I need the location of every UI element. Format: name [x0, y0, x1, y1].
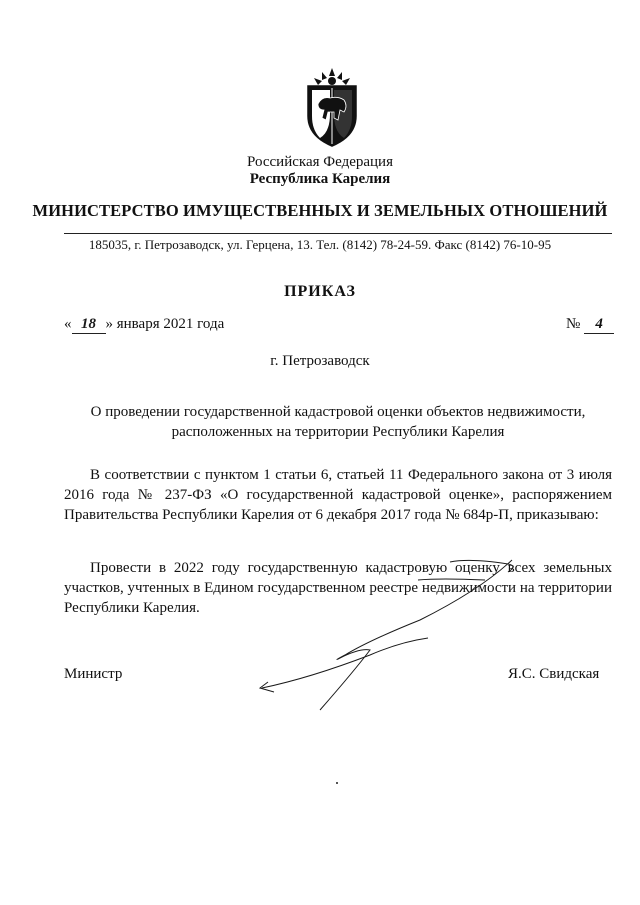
ministry-name: МИНИСТЕРСТВО ИМУЩЕСТВЕННЫХ И ЗЕМЕЛЬНЫХ ОТНОШЕНИЙ [32, 201, 608, 220]
order-date [64, 316, 224, 334]
signer-title: Министр [64, 666, 123, 682]
country-name: Российская Федерация [247, 154, 393, 170]
scan-speck [336, 782, 338, 784]
republic-name: Республика Карелия [249, 171, 391, 187]
handwritten-day: 18 [72, 316, 106, 334]
number-label: № [566, 316, 581, 332]
order-subject: О проведении государственной кадастровой оценки объектов недвижимости, расположенных на территории Республики Карелия [90, 404, 586, 440]
order-paragraph: Провести в 2022 году государственную кадастровую оценку всех земельных участков, учтенных в Едином государственном реестре недвижимости на территории Республики Карелия. [64, 560, 612, 616]
date-month-year: » января 2021 года [105, 316, 225, 332]
karelia-coat-of-arms-icon [300, 66, 364, 148]
ministry-address: 185035, г. Петрозаводск, ул. Герцена, 13. Тел. (8142) 78-24-59. Факс (8142) 76-10-95 [88, 237, 552, 252]
document-title: ПРИКАЗ [284, 283, 356, 300]
handwritten-number: 4 [584, 316, 614, 334]
preamble-paragraph: В соответствии с пунктом 1 статьи 6, статьей 11 Федерального закона от 3 июля 2016 года № 237-ФЗ «О государственной кадастровой оценке», распоряжением Правительства Республики Карелия от 6 декабря 2017 года № 684р-П, приказываю: [64, 467, 612, 523]
header-divider [64, 233, 612, 234]
handwritten-signature [250, 520, 550, 720]
issue-city: г. Петрозаводск [270, 353, 370, 369]
signer-name: Я.С. Свидская [508, 666, 600, 682]
order-number [566, 316, 614, 334]
date-open-quote: « [64, 316, 72, 332]
